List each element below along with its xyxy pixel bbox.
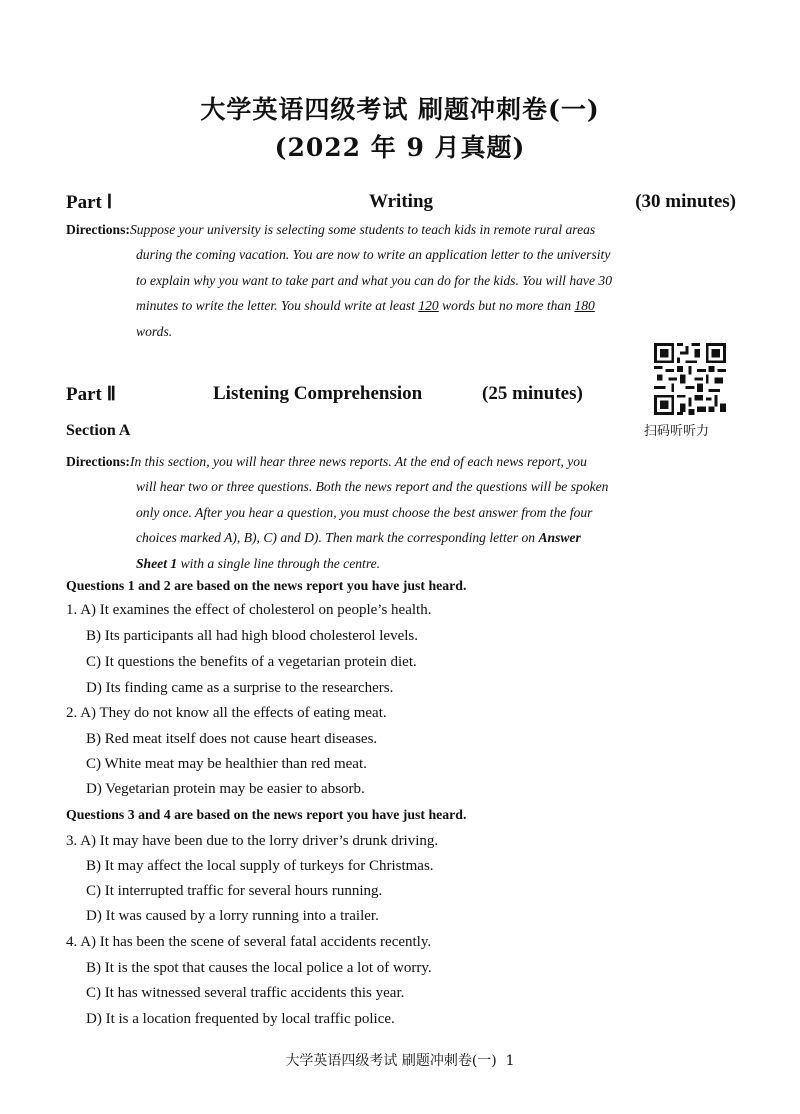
directions-text: minutes to write the letter. You should write at least [136,298,419,314]
question-4-option-b[interactable]: B) It is the spot that causes the local police a lot of worry. [86,960,432,976]
question-number: 4. [66,934,78,950]
part1-time: (30 minutes) [635,191,736,212]
question-number: 2. [66,705,78,721]
directions-text: words but no more than [438,298,575,314]
part1-label: Part Ⅰ [66,192,113,213]
exam-subtitle: (2022 年 9 月真题) [274,133,526,162]
question-3-option-c[interactable]: C) It interrupted traffic for several hours running. [86,883,383,899]
directions-label: Directions: [66,454,130,469]
question-number: 1. [66,602,78,618]
directions-line [66,293,734,318]
directions-text: In this section, you will hear three news reports. At the end of each news report, you [129,454,587,469]
page-number: 1 [505,1053,515,1069]
part2-label: Part Ⅱ [66,384,116,405]
answer-sheet-ref: Sheet 1 [136,555,178,571]
word-min: 120 [418,298,439,314]
part1-header [66,191,736,219]
section-a-heading: Section A [66,422,131,439]
part1-name: Writing [368,191,434,212]
directions-line: words. [136,323,173,339]
question-4-option-a[interactable] [66,934,431,951]
question-number: 3. [66,833,78,849]
directions-line: will hear two or three questions. Both the news report and the questions will be spoken [136,479,609,495]
word-max: 180 [574,298,595,314]
question-3-option-a[interactable] [66,833,438,850]
part1-directions [66,217,734,344]
question-3-option-b[interactable]: B) It may affect the local supply of turkeys for Christmas. [86,858,434,874]
directions-text: with a single line through the centre. [177,555,381,571]
exam-title: 大学英语四级考试 刷题冲刺卷(一) [200,95,600,124]
question-2-option-b[interactable]: B) Red meat itself does not cause heart diseases. [86,731,378,747]
option-text: A) It may have been due to the lorry driver’s drunk driving. [80,833,439,849]
question-2-option-c[interactable]: C) White meat may be healthier than red meat. [86,756,367,772]
part2-name: Listening Comprehension [213,383,423,404]
question-4-option-d[interactable]: D) It is a location frequented by local traffic police. [86,1011,395,1027]
answer-sheet-ref: Answer [538,530,581,546]
part2-directions [66,449,734,576]
question-1-option-c[interactable]: C) It questions the benefits of a vegetarian protein diet. [86,654,417,670]
directions-line [66,449,734,474]
option-text: A) It has been the scene of several fatal accidents recently. [80,934,432,950]
directions-line [66,217,734,242]
option-text: A) It examines the effect of cholesterol on people’s health. [80,602,432,618]
question-2-option-d[interactable]: D) Vegetarian protein may be easier to absorb. [86,781,365,797]
question-4-option-c[interactable]: C) It has witnessed several traffic accidents this year. [86,985,405,1001]
question-2-option-a[interactable] [66,705,387,722]
qr-label: 扫码听听力 [644,424,710,439]
page-footer [0,1050,800,1070]
question-3-option-d[interactable]: D) It was caused by a lorry running into a trailer. [86,908,379,924]
question-group-heading: Questions 1 and 2 are based on the news report you have just heard. [66,578,467,593]
directions-text: Suppose your university is selecting some students to teach kids in remote rural areas [129,222,596,237]
directions-line [66,551,734,576]
part2-header [66,383,736,411]
option-text: A) They do not know all the effects of eating meat. [80,705,387,721]
question-1-option-a[interactable] [66,602,431,619]
question-group-heading: Questions 3 and 4 are based on the news report you have just heard. [66,807,467,822]
part2-time: (25 minutes) [482,383,583,404]
footer-title: 大学英语四级考试 刷题冲刺卷(一) [285,1053,497,1069]
directions-line: during the coming vacation. You are now to write an application letter to the university [136,247,611,263]
question-1-option-b[interactable]: B) Its participants all had high blood cholesterol levels. [86,628,419,644]
directions-line: to explain why you want to take part and what you can do for the kids. You will have 30 [136,272,612,288]
directions-text: choices marked A), B), C) and D). Then mark the corresponding letter on [136,530,539,546]
directions-line: only once. After you hear a question, you must choose the best answer from the four [136,504,593,520]
directions-label: Directions: [66,222,130,237]
directions-line [66,525,734,550]
question-1-option-d[interactable]: D) Its finding came as a surprise to the researchers. [86,680,394,696]
